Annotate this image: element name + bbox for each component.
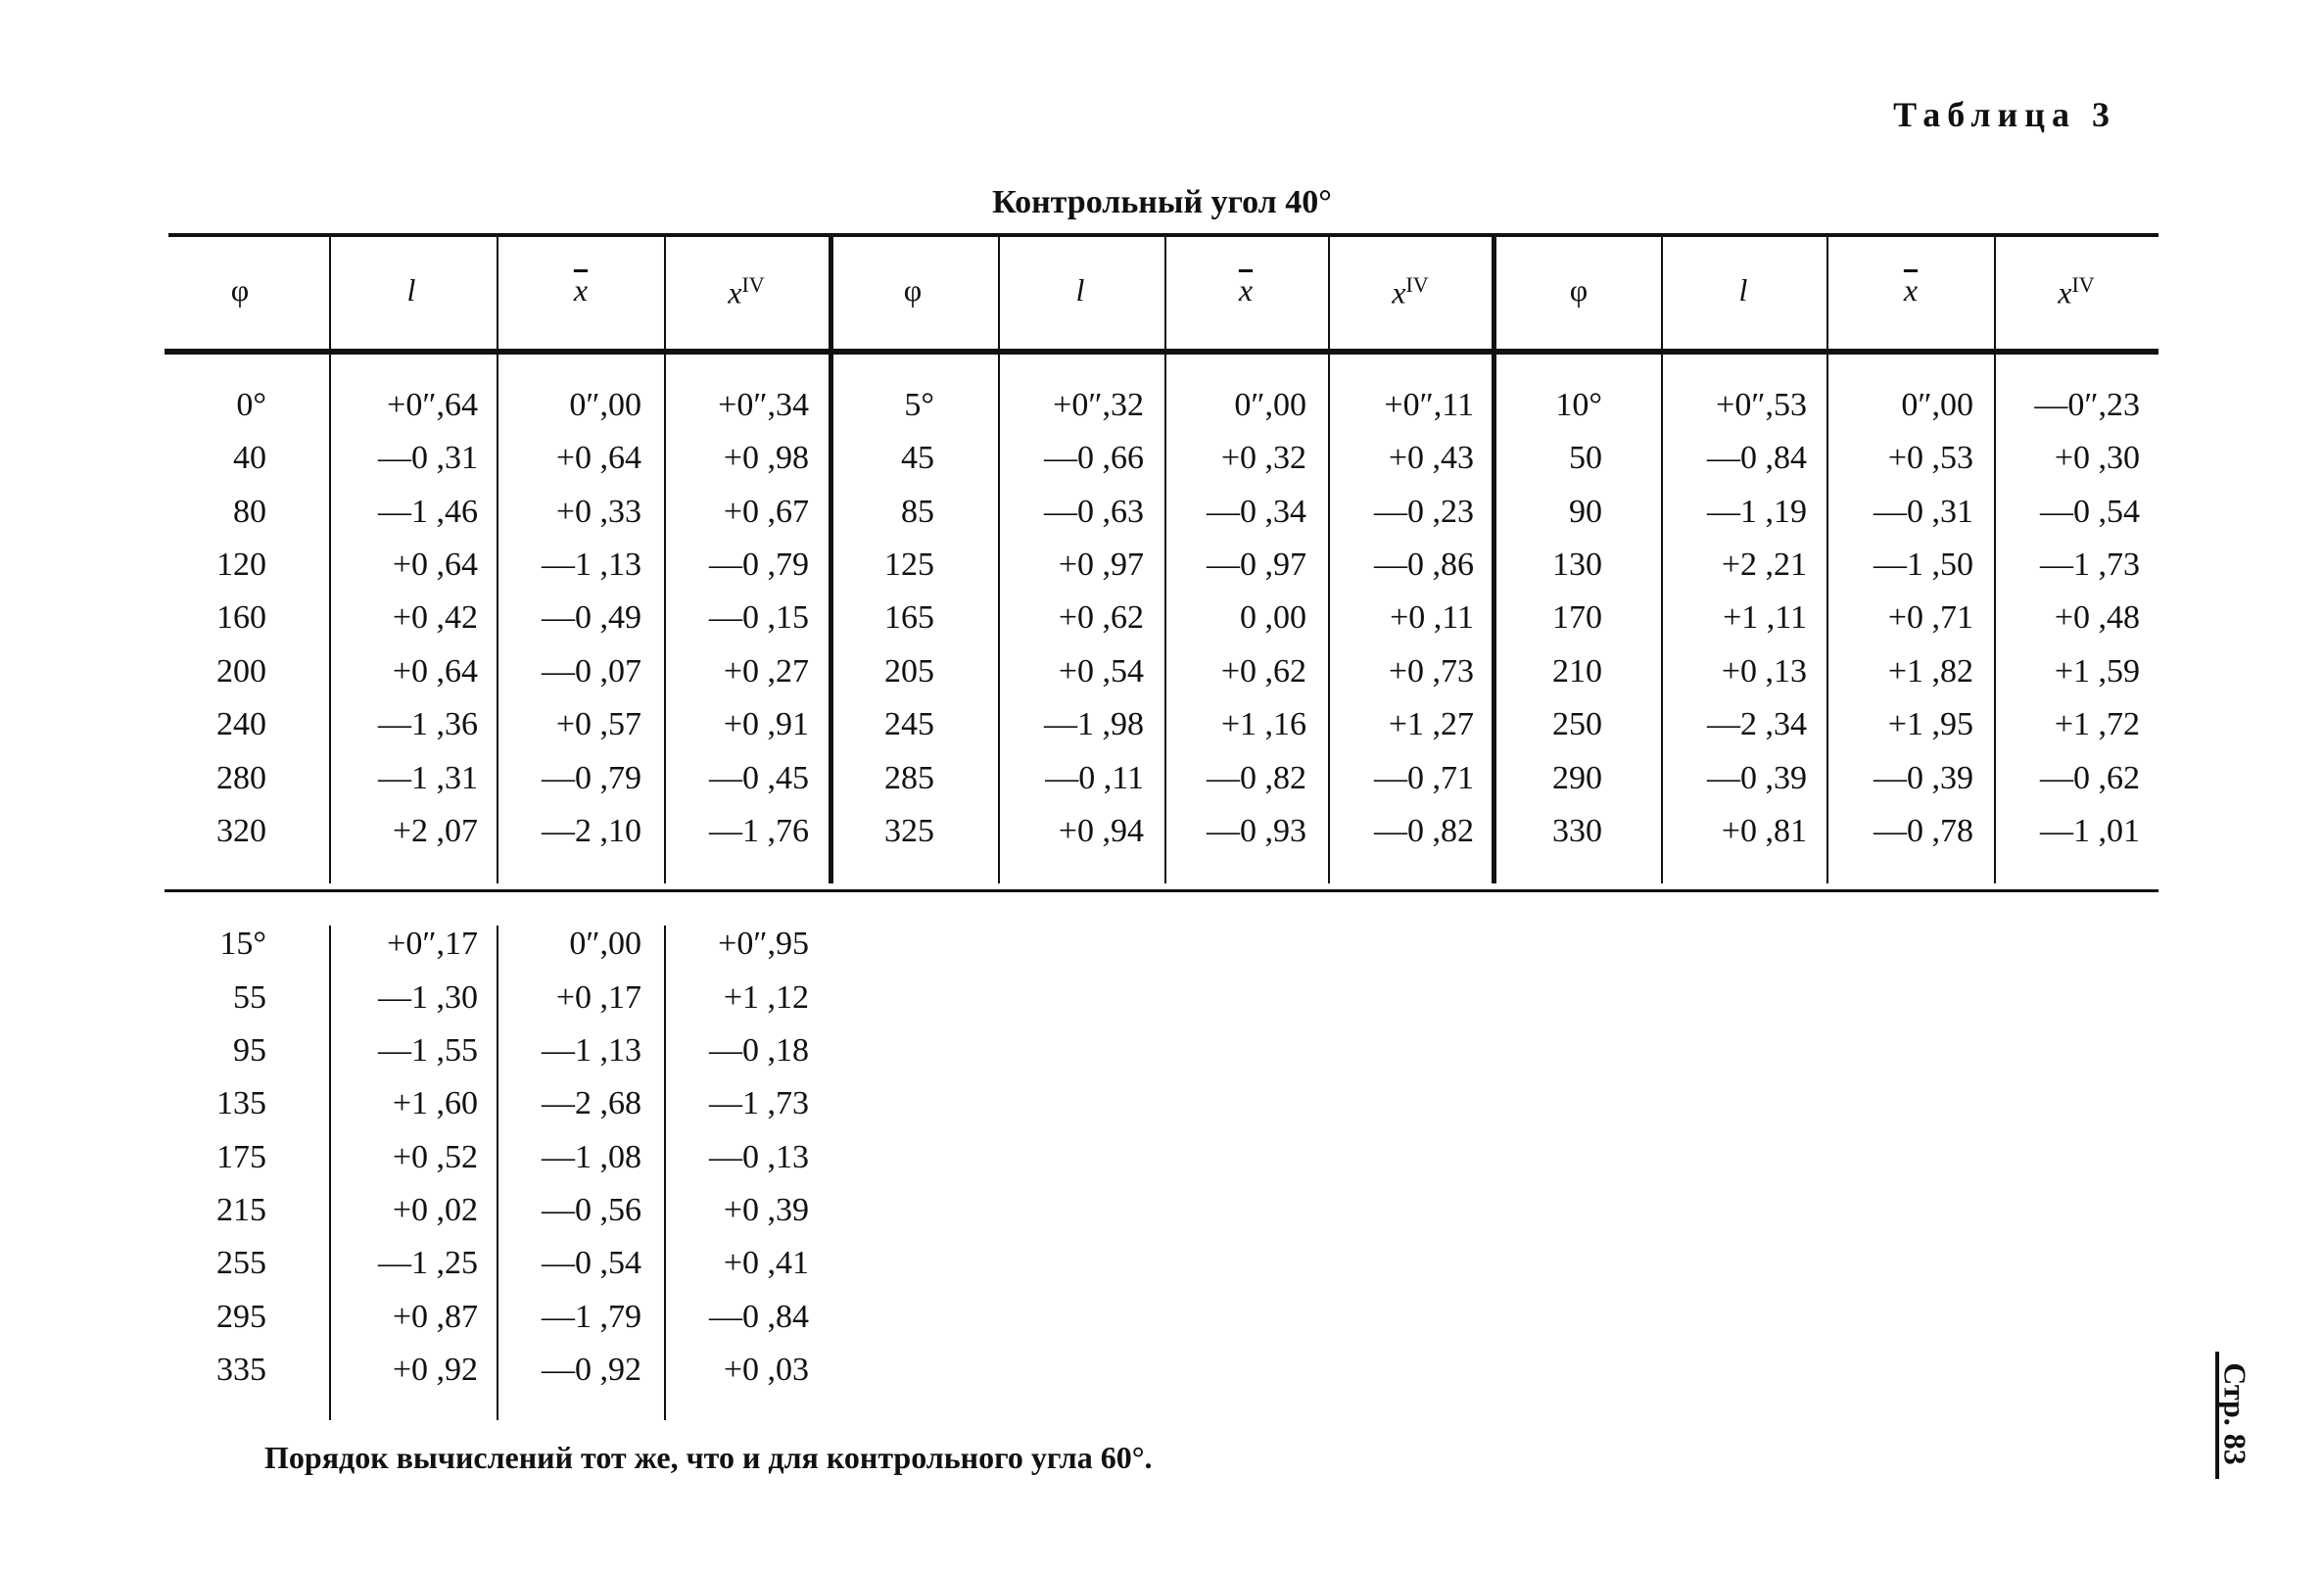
cell-x-iv: —0 ,15 <box>709 599 809 636</box>
cell-l: —0 ,39 <box>1707 760 1807 796</box>
cell-x-bar: —0 ,82 <box>1207 760 1306 796</box>
cell-x-iv: —0 ,54 <box>2040 494 2140 530</box>
cell-phi: 90 <box>1569 494 1602 530</box>
header-x-iv: $x^{IV}$ <box>728 272 765 310</box>
table-number: Таблица 3 <box>1893 95 2116 134</box>
cell-x-iv: —0 ,79 <box>709 547 809 583</box>
cell-x-bar: —0 ,49 <box>542 599 641 636</box>
cell-x-bar: —2 ,10 <box>542 813 641 849</box>
cell-x-bar: +1 ,16 <box>1220 706 1306 742</box>
header-phi: φ <box>1569 272 1589 308</box>
cell-phi: 55 <box>233 979 266 1016</box>
cell-l: —0 ,31 <box>378 440 478 476</box>
cell-l: +1 ,11 <box>1723 599 1807 636</box>
header-x-bar: $\overline{x}$ <box>1238 272 1254 308</box>
cell-l: +2 ,07 <box>392 813 478 849</box>
cell-x-iv: +0 ,67 <box>723 494 809 530</box>
cell-x-bar: —1 ,50 <box>1873 547 1973 583</box>
cell-x-iv: +0 ,43 <box>1388 440 1474 476</box>
cell-x-iv: —0 ,86 <box>1374 547 1474 583</box>
cell-x-iv: +0″,95 <box>718 926 809 962</box>
cell-l: —1 ,25 <box>378 1245 478 1281</box>
cell-x-iv: +1 ,27 <box>1388 706 1474 742</box>
cell-x-bar: +0 ,62 <box>1220 653 1306 690</box>
cell-l: +2 ,21 <box>1721 547 1807 583</box>
cell-l: +0″,53 <box>1716 387 1807 423</box>
cell-phi: 245 <box>884 706 934 742</box>
cell-phi: 45 <box>901 440 934 476</box>
cell-l: —1 ,30 <box>378 979 478 1016</box>
header-phi: φ <box>230 272 250 308</box>
cell-x-iv: +1 ,12 <box>723 979 809 1016</box>
cell-phi: 285 <box>884 760 934 796</box>
cell-x-bar: +0 ,57 <box>555 706 641 742</box>
cell-l: +1 ,60 <box>392 1085 478 1121</box>
cell-phi: 40 <box>233 440 266 476</box>
cell-l: —1 ,36 <box>378 706 478 742</box>
cell-l: —1 ,98 <box>1044 706 1144 742</box>
cell-phi: 205 <box>884 653 934 690</box>
cell-phi: 210 <box>1552 653 1602 690</box>
cell-phi: 240 <box>216 706 266 742</box>
cell-x-iv: +0 ,73 <box>1388 653 1474 690</box>
cell-x-bar: +1 ,82 <box>1887 653 1973 690</box>
cell-x-iv: +0 ,41 <box>723 1245 809 1281</box>
cell-x-bar: +0 ,32 <box>1220 440 1306 476</box>
cell-x-iv: +0 ,48 <box>2054 599 2140 636</box>
cell-x-iv: +0″,34 <box>718 387 809 423</box>
cell-phi: 215 <box>216 1192 266 1228</box>
cell-l: +0 ,97 <box>1058 547 1144 583</box>
header-l: l <box>406 272 416 308</box>
cell-x-bar: —1 ,79 <box>542 1299 641 1335</box>
cell-phi: 135 <box>216 1085 266 1121</box>
cell-phi: 10° <box>1555 387 1602 423</box>
cell-l: +0 ,92 <box>392 1352 478 1388</box>
cell-x-bar: —0 ,39 <box>1873 760 1973 796</box>
cell-phi: 15° <box>219 926 266 962</box>
cell-x-bar: 0″,00 <box>569 926 641 962</box>
cell-x-iv: —0 ,62 <box>2040 760 2140 796</box>
middle-rule <box>165 889 2158 892</box>
page-number-box <box>2215 1352 2254 1479</box>
cell-l: +0 ,42 <box>392 599 478 636</box>
cell-phi: 280 <box>216 760 266 796</box>
footer-note: Порядок вычислений тот же, что и для контрольного угла 60°. <box>264 1440 1153 1475</box>
cell-l: —0 ,66 <box>1044 440 1144 476</box>
cell-x-iv: —1 ,73 <box>709 1085 809 1121</box>
cell-x-bar: 0″,00 <box>569 387 641 423</box>
cell-x-iv: —0 ,71 <box>1374 760 1474 796</box>
cell-l: +0 ,13 <box>1721 653 1807 690</box>
cell-phi: 255 <box>216 1245 266 1281</box>
page-number: Стр. 83 <box>2217 1362 2253 1465</box>
cell-l: +0 ,81 <box>1721 813 1807 849</box>
header-x-bar: $\overline{x}$ <box>573 272 589 308</box>
cell-phi: 0° <box>236 387 266 423</box>
cell-x-bar: —1 ,13 <box>542 1032 641 1069</box>
cell-phi: 200 <box>216 653 266 690</box>
cell-l: —0 ,11 <box>1045 760 1144 796</box>
cell-phi: 295 <box>216 1299 266 1335</box>
cell-x-bar: —0 ,97 <box>1207 547 1306 583</box>
cell-l: +0 ,52 <box>392 1139 478 1175</box>
cell-x-bar: +1 ,95 <box>1887 706 1973 742</box>
cell-x-iv: +1 ,59 <box>2054 653 2140 690</box>
cell-l: —1 ,19 <box>1707 494 1807 530</box>
cell-x-bar: —0 ,31 <box>1873 494 1973 530</box>
cell-x-iv: +0 ,91 <box>723 706 809 742</box>
cell-x-bar: —1 ,08 <box>542 1139 641 1175</box>
cell-x-bar: 0″,00 <box>1901 387 1973 423</box>
cell-phi: 290 <box>1552 760 1602 796</box>
cell-l: +0 ,64 <box>392 653 478 690</box>
cell-phi: 130 <box>1552 547 1602 583</box>
header-rule <box>165 349 2158 355</box>
top-rule <box>168 233 2158 237</box>
header-l: l <box>1738 272 1748 308</box>
header-x-bar: $\overline{x}$ <box>1903 272 1919 308</box>
cell-phi: 80 <box>233 494 266 530</box>
cell-x-bar: —0 ,34 <box>1207 494 1306 530</box>
header-x-iv: $x^{IV}$ <box>1392 272 1429 310</box>
cell-x-bar: —0 ,93 <box>1207 813 1306 849</box>
cell-phi: 320 <box>216 813 266 849</box>
cell-phi: 330 <box>1552 813 1602 849</box>
cell-x-bar: 0 ,00 <box>1240 599 1306 636</box>
cell-x-iv: —0 ,23 <box>1374 494 1474 530</box>
cell-x-iv: —0 ,82 <box>1374 813 1474 849</box>
header-x-iv: $x^{IV}$ <box>2058 272 2095 310</box>
cell-phi: 120 <box>216 547 266 583</box>
cell-x-bar: —2 ,68 <box>542 1085 641 1121</box>
cell-l: —1 ,31 <box>378 760 478 796</box>
cell-l: —2 ,34 <box>1707 706 1807 742</box>
cell-x-bar: —0 ,79 <box>542 760 641 796</box>
cell-x-bar: +0 ,64 <box>555 440 641 476</box>
cell-phi: 160 <box>216 599 266 636</box>
cell-x-bar: 0″,00 <box>1234 387 1306 423</box>
cell-phi: 5° <box>904 387 934 423</box>
cell-phi: 125 <box>884 547 934 583</box>
cell-x-iv: +0″,11 <box>1384 387 1474 423</box>
cell-x-iv: —0″,23 <box>2034 387 2140 423</box>
cell-l: +0″,32 <box>1053 387 1144 423</box>
cell-l: +0 ,54 <box>1058 653 1144 690</box>
cell-l: +0″,64 <box>387 387 478 423</box>
cell-phi: 175 <box>216 1139 266 1175</box>
cell-x-iv: —1 ,73 <box>2040 547 2140 583</box>
cell-x-bar: +0 ,71 <box>1887 599 1973 636</box>
cell-phi: 170 <box>1552 599 1602 636</box>
cell-x-bar: +0 ,33 <box>555 494 641 530</box>
cell-phi: 50 <box>1569 440 1602 476</box>
cell-phi: 165 <box>884 599 934 636</box>
cell-l: —0 ,63 <box>1044 494 1144 530</box>
cell-x-iv: +0 ,39 <box>723 1192 809 1228</box>
cell-phi: 335 <box>216 1352 266 1388</box>
cell-x-bar: —0 ,78 <box>1873 813 1973 849</box>
cell-x-iv: —0 ,45 <box>709 760 809 796</box>
cell-x-bar: +0 ,53 <box>1887 440 1973 476</box>
cell-x-bar: —1 ,13 <box>542 547 641 583</box>
cell-phi: 95 <box>233 1032 266 1069</box>
cell-x-iv: +0 ,27 <box>723 653 809 690</box>
cell-x-bar: —0 ,07 <box>542 653 641 690</box>
cell-l: —1 ,46 <box>378 494 478 530</box>
cell-x-iv: —0 ,84 <box>709 1299 809 1335</box>
cell-l: +0 ,64 <box>392 547 478 583</box>
cell-x-iv: —0 ,13 <box>709 1139 809 1175</box>
cell-x-iv: +0 ,98 <box>723 440 809 476</box>
cell-x-bar: —0 ,92 <box>542 1352 641 1388</box>
cell-x-bar: +0 ,17 <box>555 979 641 1016</box>
cell-x-iv: +0 ,03 <box>723 1352 809 1388</box>
cell-l: +0″,17 <box>387 926 478 962</box>
header-l: l <box>1075 272 1085 308</box>
header-phi: φ <box>903 272 923 308</box>
table-title: Контрольный угол 40° <box>992 184 1332 220</box>
cell-x-iv: —1 ,76 <box>709 813 809 849</box>
cell-x-iv: —1 ,01 <box>2040 813 2140 849</box>
cell-phi: 85 <box>901 494 934 530</box>
cell-l: —1 ,55 <box>378 1032 478 1069</box>
cell-x-iv: +0 ,11 <box>1390 599 1474 636</box>
cell-x-iv: +0 ,30 <box>2054 440 2140 476</box>
cell-x-iv: +1 ,72 <box>2054 706 2140 742</box>
cell-phi: 325 <box>884 813 934 849</box>
cell-l: +0 ,87 <box>392 1299 478 1335</box>
cell-x-iv: —0 ,18 <box>709 1032 809 1069</box>
cell-x-bar: —0 ,56 <box>542 1192 641 1228</box>
cell-phi: 250 <box>1552 706 1602 742</box>
cell-x-bar: —0 ,54 <box>542 1245 641 1281</box>
cell-l: +0 ,62 <box>1058 599 1144 636</box>
cell-l: +0 ,94 <box>1058 813 1144 849</box>
cell-l: +0 ,02 <box>392 1192 478 1228</box>
cell-l: —0 ,84 <box>1707 440 1807 476</box>
